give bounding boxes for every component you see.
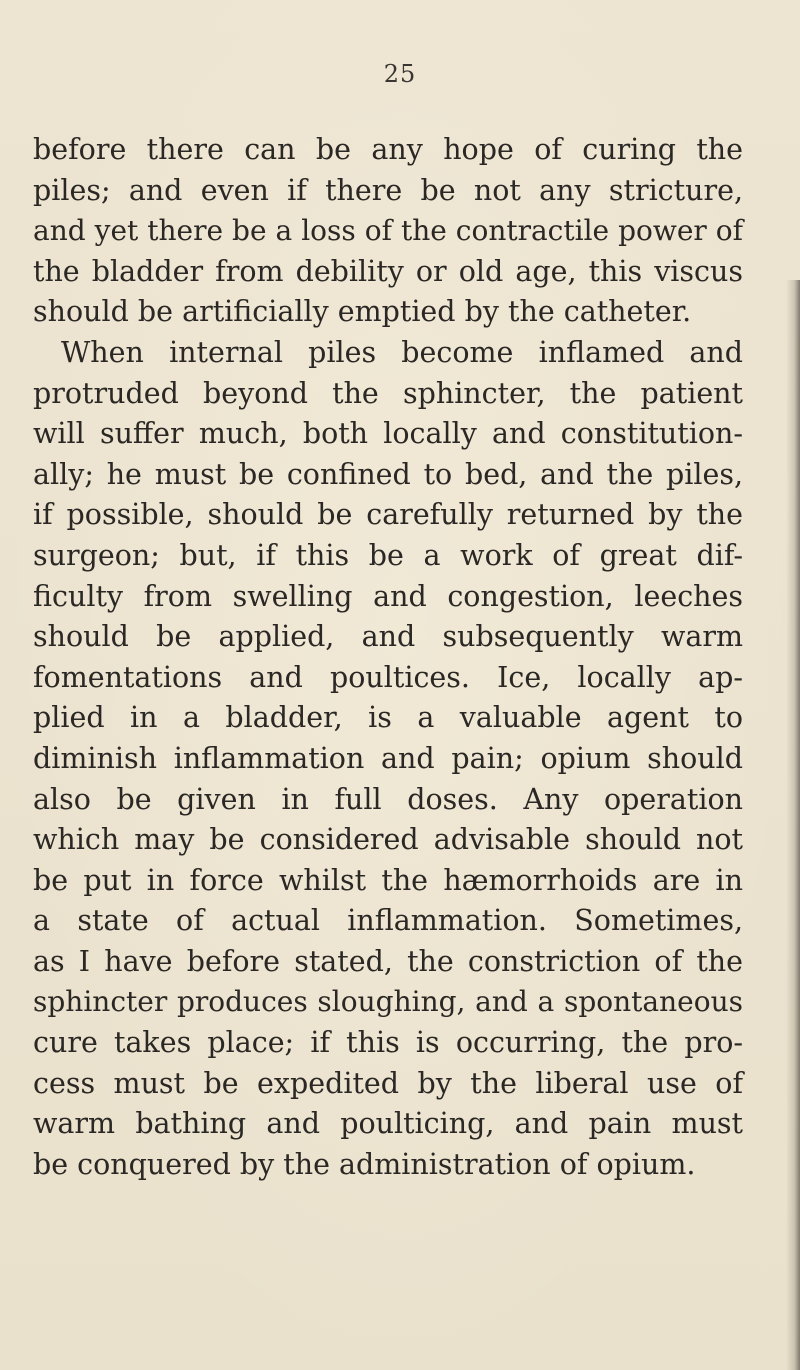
text-line: cure takes place; if this is occurring, the pro-: [33, 1026, 743, 1060]
text-line: plied in a bladder, is a valuable agent to: [33, 701, 743, 735]
text-line: if possible, should be carefully returned by the: [33, 498, 743, 532]
text-line: also be given in full doses. Any operation: [33, 782, 743, 816]
text-line: cess must be expedited by the liberal use of: [33, 1066, 743, 1100]
text-line: diminish inflammation and pain; opium should: [33, 741, 743, 775]
text-line: should be applied, and subsequently warm: [33, 620, 743, 654]
text-line: warm bathing and poulticing, and pain must: [33, 1107, 743, 1141]
text-line: piles; and even if there be not any stricture,: [33, 173, 743, 207]
text-line: surgeon; but, if this be a work of great dif-: [33, 538, 743, 572]
page-number: 25: [383, 60, 417, 88]
body-text: [33, 130, 743, 1185]
text-line: protruded beyond the sphincter, the patient: [33, 376, 743, 410]
text-line: fomentations and poultices. Ice, locally ap-: [33, 660, 743, 694]
text-line: and yet there be a loss of the contractile power of: [33, 214, 743, 248]
text-line: before there can be any hope of curing the: [33, 133, 743, 166]
page-edge-shadow: [786, 280, 800, 1370]
text-line: a state of actual inflammation. Sometimes,: [33, 904, 743, 938]
text-line: be put in force whilst the hæmorrhoids are in: [33, 863, 743, 897]
text-line: ally; he must be confined to bed, and the piles,: [33, 457, 743, 491]
text-line: be conquered by the administration of opium.: [33, 1147, 696, 1181]
text-line: should be artificially emptied by the catheter.: [33, 295, 692, 329]
text-line: sphincter produces sloughing, and a spontaneous: [33, 985, 743, 1019]
text-line: which may be considered advisable should not: [33, 823, 743, 857]
text-line: as I have before stated, the constriction of the: [33, 944, 743, 978]
text-line: will suffer much, both locally and constitution-: [33, 417, 743, 451]
text-line: ficulty from swelling and congestion, leeches: [33, 579, 743, 613]
text-line: When internal piles become inflamed and: [61, 335, 743, 369]
text-line: the bladder from debility or old age, this viscus: [33, 254, 743, 288]
